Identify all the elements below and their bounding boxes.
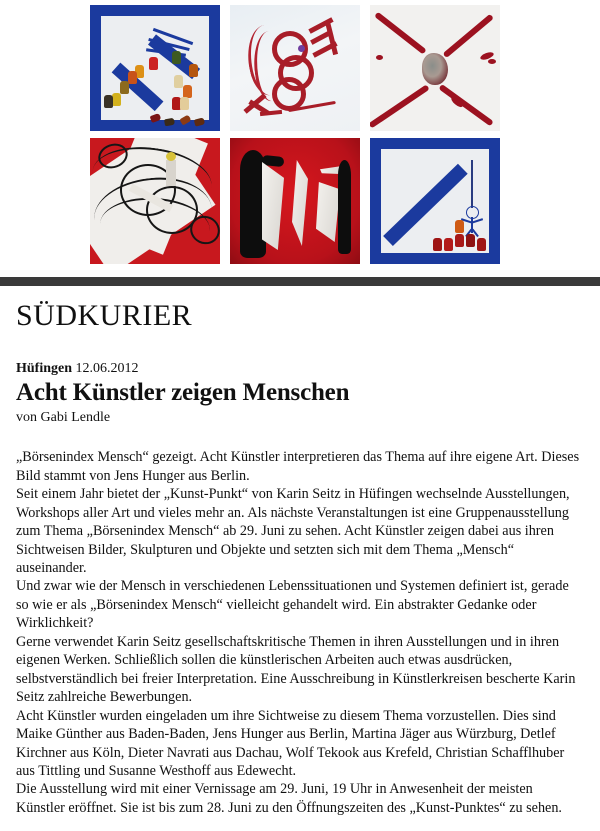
artwork-small-figure-head [166,152,176,161]
article-paragraph: Gerne verwendet Karin Seitz gesellschaftskritische Themen in ihren Ausstellungen und in ihren eigenen Werken. Schließlich sollen die künstlerischen Arbeiten auch etwas ausdrücken, selbstverständlich bei freier Interpretation. Eine Ausschreibung in Künstlerkreisen bescherte Karin Seitz zahlreiche Bewerbungen. [16,633,576,706]
gummy-bear [455,220,464,233]
article-paragraph: Seit einem Jahr bietet der „Kunst-Punkt“ von Karin Seitz in Hüfingen wechselnde Ausstellungen, Workshops aller Art und vieles mehr an. Als nächste Veranstaltungen ist eine Gruppenausstellung zum Thema „Börsenindex Mensch“ ab 29. Juni zu sehen. Acht Künstler zeigen dabei aus ihren Sichtweisen Bilder, Skulpturen und Objekte und setzten sich mit dem Thema „Mensch“ auseinander. [16,486,570,576]
artwork-thumbnail-db-gummybears[interactable] [90,5,220,131]
article-kicker [16,360,584,378]
article-paragraph: Die Ausstellung wird mit einer Vernissage am 29. Juni, 19 Uhr in Anwesenheit der meisten Künstler eröffnet. Sie ist bis zum 28. Juni zu den Öffnungszeiten des „Kunst-Punktes“ zu sehen. [16,781,562,816]
gummy-bear [466,234,475,247]
gummy-bear [104,95,113,108]
artwork-silhouette-small [338,160,351,254]
gummy-bear [120,81,129,94]
gummy-bear [433,238,442,251]
gummy-bear [128,71,137,84]
gummy-bear [149,57,158,70]
artwork-splatter [488,59,496,64]
artwork-thumbnail-black-lines[interactable] [90,138,220,264]
artwork-thumbnail-red-letters[interactable] [230,5,360,131]
artwork-thumbnail-db-hanging-figure[interactable] [370,138,500,264]
article-body [16,448,584,817]
article-byline: von Gabi Lendle [16,409,111,425]
artwork-thumbnail-red-cross[interactable] [370,5,500,131]
article-paragraph: Und zwar wie der Mensch in verschiedenen Lebenssituationen und Systemen definiert ist, gerade so wie er als „Börsenindex Mensch“ vielleicht gehandelt wird. Ein abstrakter Gedanke oder Wirklichkeit? [16,578,569,632]
masthead-logo: SÜDKURIER [16,299,193,332]
artwork-splatter [376,55,383,60]
artwork-gallery [0,0,600,277]
gummy-bear [444,238,453,251]
gummy-bear [112,93,121,106]
gummy-bear [174,75,183,88]
artwork-highlight-dot [298,45,305,52]
gummy-bear [180,97,189,110]
article-paragraph: Acht Künstler wurden eingeladen um ihre Sichtweise zu diesem Thema vorzustellen. Dies sind Maike Günther aus Baden-Baden, Jens Hunger aus Berlin, Martina Jäger aus Würzburg, Detlef Kirchner aus Köln, Dieter Navrati aus Dachau, Wolf Tekook aus Krefeld, Christian Schafflhuber aus Tittling und Susanne Westhoff aus Edewecht. [16,707,565,779]
gummy-bear [189,64,198,77]
artwork-center-object [422,53,448,85]
gummy-bear [172,51,181,64]
artwork-thumbnail-silhouettes[interactable] [230,138,360,264]
gallery-row-bottom [90,138,600,264]
article-paragraph: „Börsenindex Mensch“ gezeigt. Acht Künstler interpretieren das Thema auf ihre eigene Art. Dieses Bild stammt von Jens Hunger aus Berlin. [16,449,580,484]
gummy-bear [455,234,464,247]
hanging-rope [471,160,473,208]
header-divider [0,277,600,286]
article-headline: Acht Künstler zeigen Menschen [16,379,350,406]
article-place: Hüfingen [16,360,73,376]
gummy-bear [477,238,486,251]
stick-figure-head [466,206,479,219]
article-date: 12.06.2012 [75,360,139,376]
gallery-row-top [90,5,600,131]
artwork-small-figure [166,160,176,186]
article-container [0,286,600,817]
